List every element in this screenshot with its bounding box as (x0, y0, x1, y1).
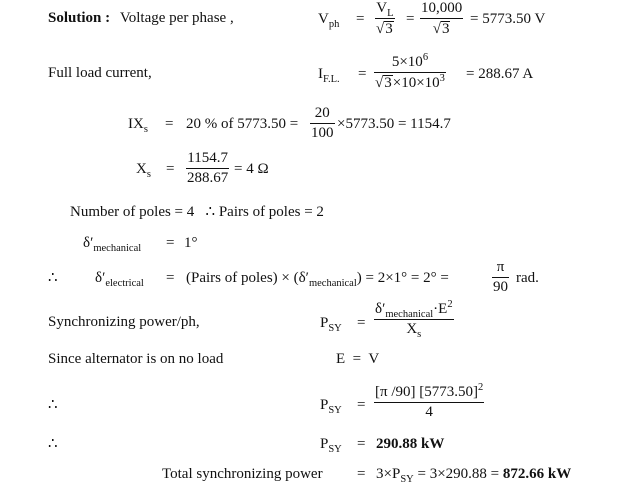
equals-sign: = (406, 11, 415, 27)
xs-fraction: $\frac{1154.7}{288.67}$ (187, 150, 229, 186)
psy-symbol: $P_{SY}$ (320, 436, 342, 455)
equals-sign: = (166, 235, 175, 251)
total-power-expression: $3\times P_{SY} = 3\times 290.88 = 872.66$ kW (376, 466, 572, 485)
full-load-current-fraction: $\frac{5\times 10^6}{√3\times 10\times 10^3}$ (375, 52, 445, 91)
ixs-symbol: $IX_s$ (128, 116, 148, 135)
equals-sign: = (166, 161, 175, 177)
equals-sign: = (357, 436, 366, 452)
number-of-poles-text: Number of poles = 4 ∴ Pairs of poles = 2 (70, 204, 324, 220)
10000-over-root3-fraction: $\frac{10,000}{√3}$ (421, 0, 463, 37)
solution-row-voltage-label (48, 11, 234, 26)
full-load-current-text: Full load current, (48, 65, 152, 81)
delta-electrical-symbol: $\delta'_{electrical}$ (95, 270, 144, 289)
e-equals-v-expression: E = V (336, 351, 380, 367)
ixs-result: ×5773.50 = 1154.7 (337, 116, 451, 132)
equals-sign: = (166, 270, 175, 286)
xs-result: = 4 Ω (234, 161, 269, 177)
synchronizing-power-text: Synchronizing power/ph, (48, 314, 200, 330)
current-result: = 288.67 A (466, 66, 534, 82)
therefore-symbol: ∴ (48, 270, 58, 286)
ifl-symbol: $I_{F.L.}$ (318, 66, 340, 85)
20-over-100-fraction: $\frac{20}{100}$ (311, 105, 334, 141)
equals-sign: = (165, 116, 174, 132)
equals-sign: = (357, 315, 366, 331)
psy-symbol: $P_{SY}$ (320, 397, 342, 416)
psy-result: 290.88 kW (376, 436, 445, 452)
ixs-expression: 20 % of 5773.50 = (186, 116, 299, 132)
equals-sign: = (357, 466, 366, 482)
psy-formula-fraction: $\delta'_{mechanical}\cdot E^2$ $X_s$ (375, 299, 453, 340)
pi-over-90-fraction: $\frac{\pi}{90}$ (493, 259, 508, 295)
equals-sign: = (358, 66, 367, 82)
total-power-result: 872.66 kW (502, 466, 572, 482)
equals-sign: = (356, 11, 365, 27)
total-synchronizing-power-text: Total synchronizing power (162, 466, 323, 482)
therefore-symbol: ∴ (48, 397, 58, 413)
equals-sign: = (357, 397, 366, 413)
vph-symbol: $V_{ph}$ (318, 11, 340, 30)
solution-label: Solution : (48, 10, 111, 26)
no-load-text: Since alternator is on no load (48, 351, 224, 367)
delta-mechanical-symbol: $\delta'_{mechanical}$ (83, 235, 142, 254)
therefore-symbol: ∴ (48, 436, 58, 452)
psy-symbol: $P_{SY}$ (320, 315, 342, 334)
voltage-per-phase-text: Voltage per phase , (119, 10, 234, 26)
delta-mechanical-value: 1° (184, 235, 198, 251)
delta-electrical-expression: (Pairs of poles) × $(\delta'_{mechanical}) = 2\times 1^\circ = 2^\circ$ = (186, 270, 449, 289)
voltage-result: = 5773.50 V (470, 11, 546, 27)
psy-substitution-fraction: $\frac{[\pi /90] [5773.50]^2}{4}$ (375, 382, 484, 420)
vl-over-root3-fraction: $\frac{V_L}{√3}$ (376, 0, 394, 37)
xs-symbol: $X_s$ (136, 161, 151, 180)
radian-unit: rad. (516, 270, 539, 286)
